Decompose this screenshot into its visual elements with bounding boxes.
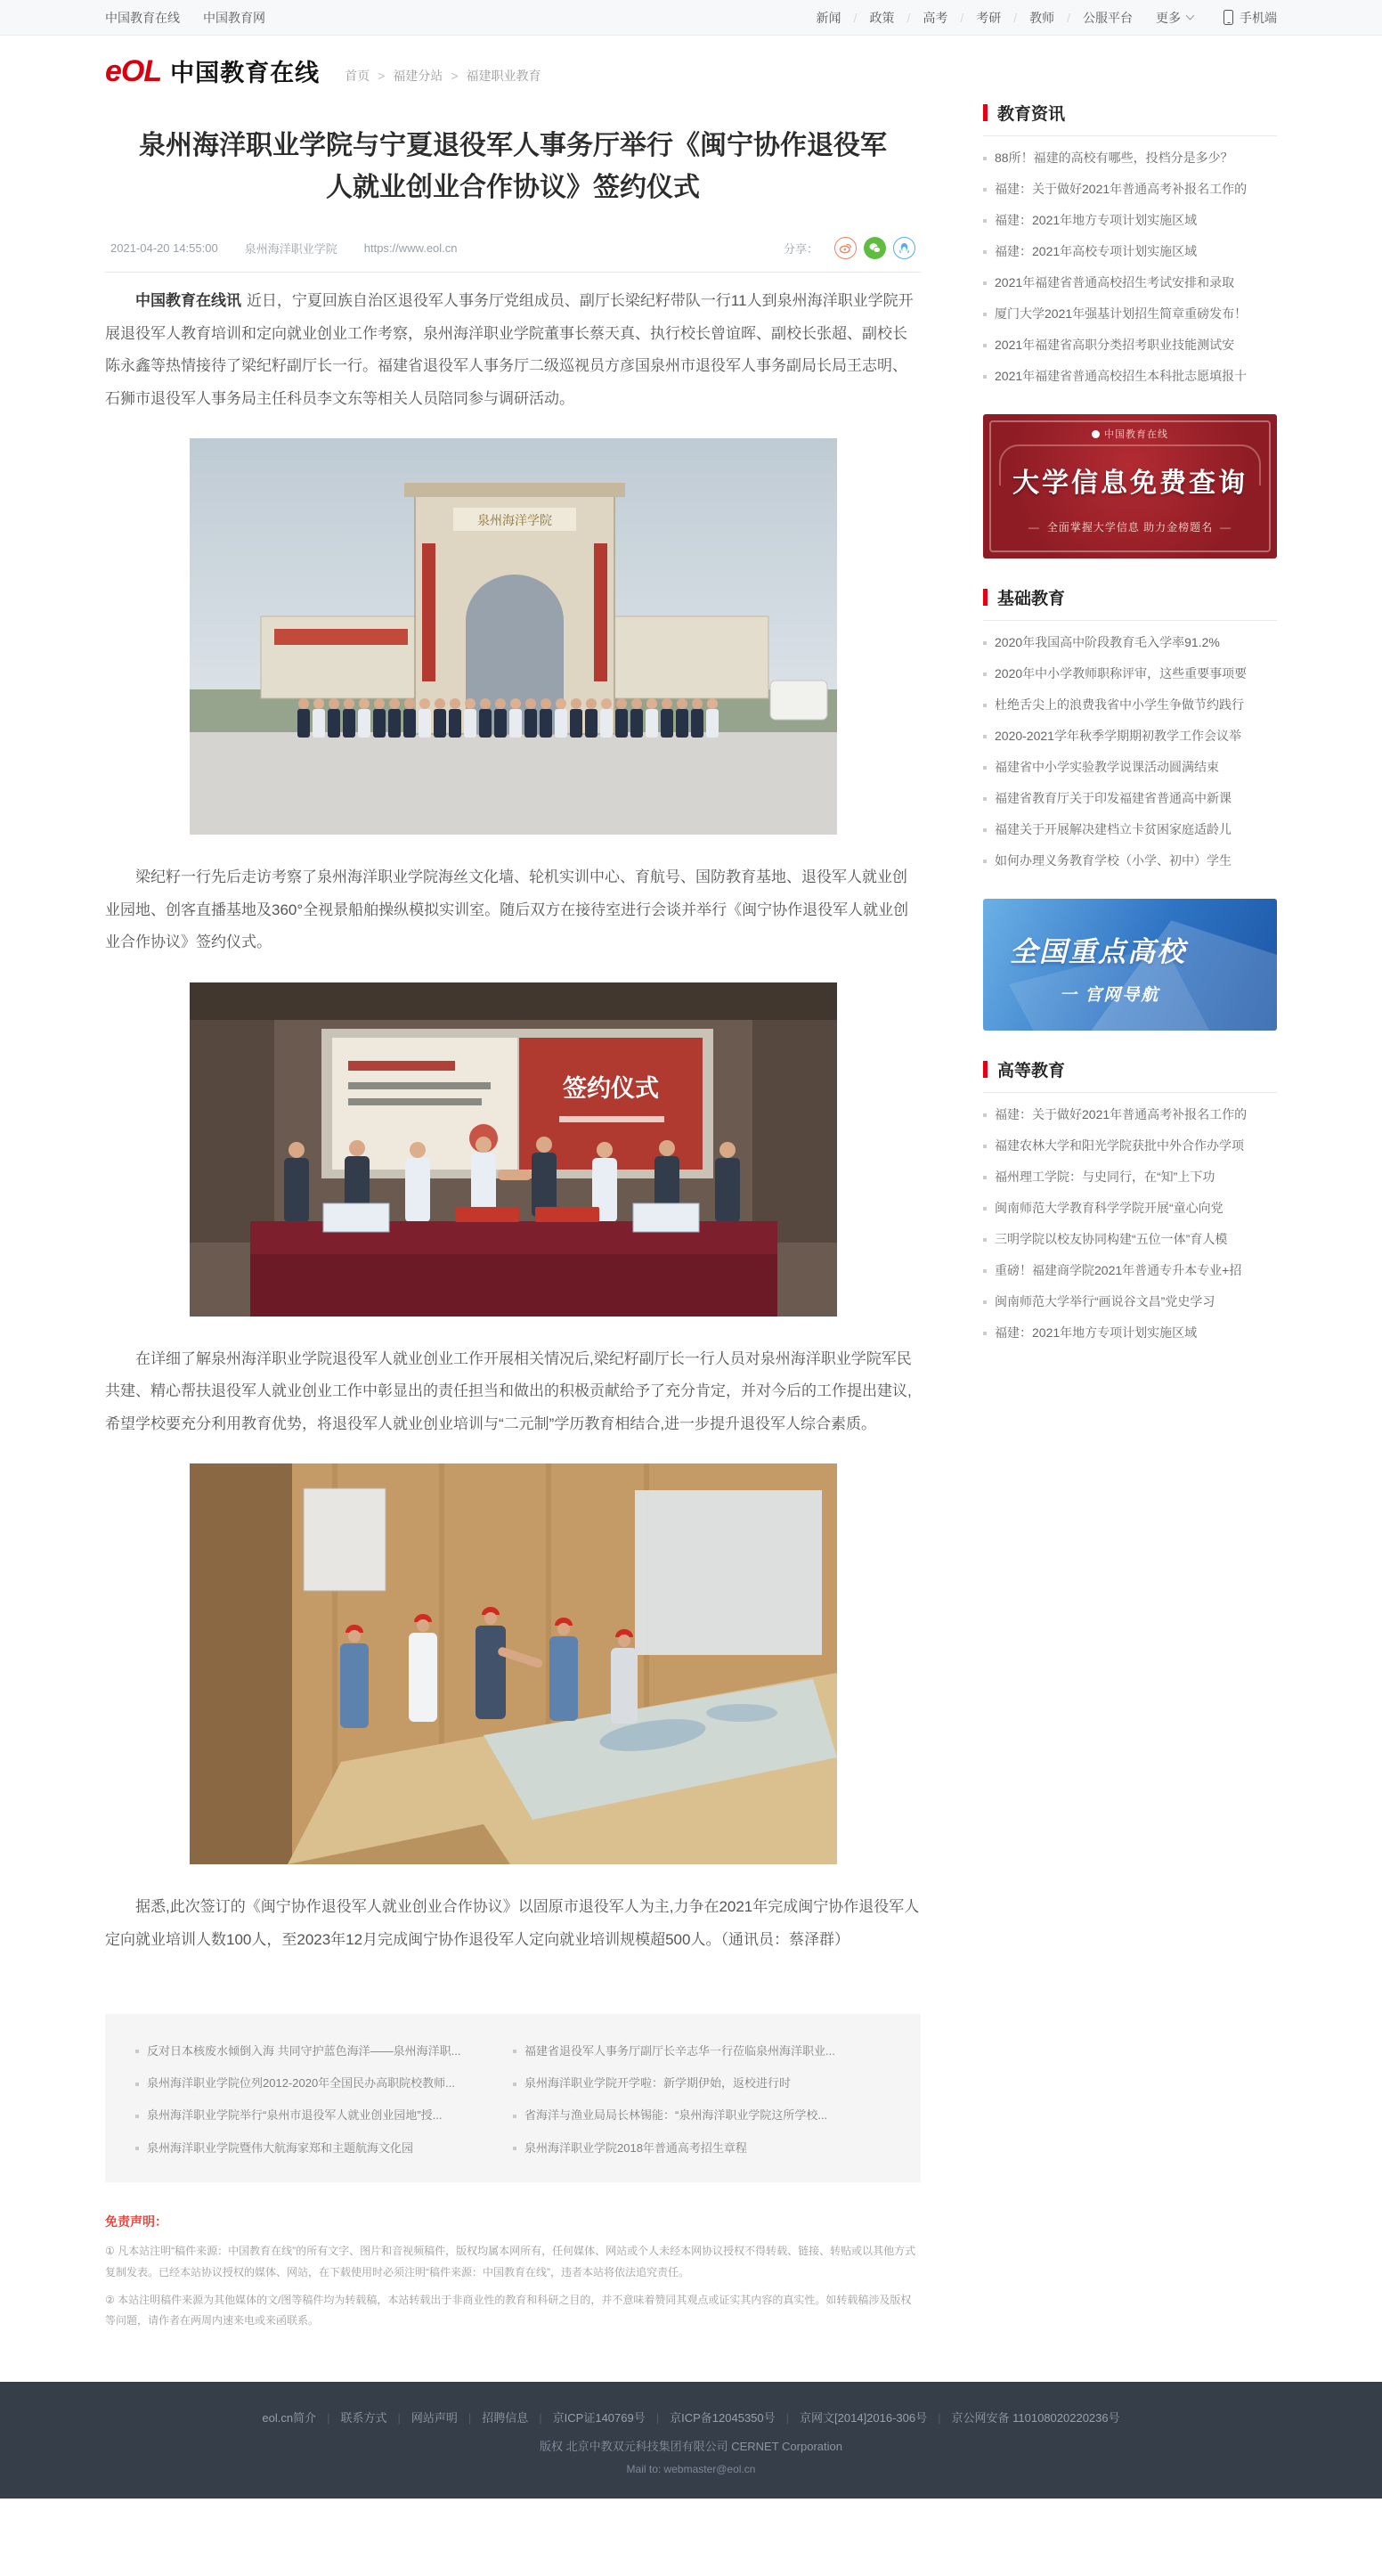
banner-title: 大学信息免费查询 xyxy=(1012,469,1248,498)
article-paragraph-3: 在详细了解泉州海洋职业学院退役军人就业创业工作开展相关情况后,梁纪籽副厅长一行人员对泉州海洋职业学院军民共建、精心帮扶退役军人就业创业工作中彰显出的责任担当和做出的积极贡献给予了充分肯定，并对今后的工作提出建议,希望学校要充分利用教育优势，将退役军人就业创业培训与“二元制”学历教育相结合,进一步提升退役军人综合素质。 xyxy=(105,1349,912,1432)
breadcrumb-link[interactable]: 福建职业教育 xyxy=(466,68,541,83)
article-title: 泉州海洋职业学院与宁夏退役军人事务厅举行《闽宁协作退役军人就业创业合作协议》签约仪式 xyxy=(139,131,887,202)
section-header: 教育资讯 xyxy=(983,101,1277,136)
section-accent-bar xyxy=(983,104,988,121)
article-paragraph-2: 梁纪籽一行先后走访考察了泉州海洋职业学院海丝文化墙、轮机实训中心、育航号、国防教育基地、退役军人就业创业园地、创客直播基地及360°全视景船舶操纵模拟实训室。随后双方在接待室进行会谈并举行《闽宁协作退役军人就业创业合作协议》签约仪式。 xyxy=(105,868,909,951)
banner-brand: 中国教育在线 xyxy=(983,427,1277,441)
article-url[interactable]: https://www.eol.cn xyxy=(363,241,458,255)
sidebar-section-education-news xyxy=(983,101,1277,391)
related-links-box xyxy=(105,2014,921,2183)
sidebar-news-link[interactable]: 福建省教育厅关于印发福建省普通高中新课 xyxy=(983,782,1277,813)
footer-link[interactable]: eol.cn简介 | xyxy=(262,2411,340,2425)
sidebar-news-link[interactable]: 福建：2021年地方专项计划实施区域 xyxy=(983,1317,1277,1348)
footer-link[interactable]: 招聘信息 | xyxy=(482,2411,552,2425)
related-links-right xyxy=(513,2035,890,2165)
section-accent-bar xyxy=(983,589,988,606)
article-photo-campus-gate xyxy=(190,438,837,835)
footer-links xyxy=(0,2409,1382,2425)
topbar-site-link[interactable]: 中国教育在线 xyxy=(105,10,180,25)
sidebar-section-basic-education xyxy=(983,585,1277,876)
section-header: 基础教育 xyxy=(983,585,1277,621)
article-source[interactable]: 泉州海洋职业学院 xyxy=(244,242,337,256)
sidebar-news-link[interactable]: 福建农林大学和阳光学院获批中外合作办学项 xyxy=(983,1129,1277,1161)
article-photo-signing-ceremony xyxy=(190,982,837,1317)
sidebar-news-link[interactable]: 福州理工学院：与史同行，在“知”上下功 xyxy=(983,1161,1277,1192)
topbar-site-link[interactable]: 中国教育网 xyxy=(203,10,265,25)
phone-icon xyxy=(1223,10,1233,25)
sidebar-news-link[interactable]: 闽南师范大学教育科学学院开展“童心向党 xyxy=(983,1192,1277,1223)
footer-mail: Mail to: webmaster@eol.cn xyxy=(626,2462,756,2475)
sidebar-news-link[interactable]: 88所！福建的高校有哪些，投档分是多少？ xyxy=(983,142,1277,173)
sidebar-banner-university-info[interactable] xyxy=(983,414,1277,558)
topbar-site-links xyxy=(105,9,289,27)
footer-link[interactable]: 京ICP证140769号 | xyxy=(553,2411,670,2425)
sidebar-news-link[interactable]: 2021年福建省普通高校招生考试安排和录取 xyxy=(983,266,1277,298)
top-navigation-bar xyxy=(0,0,1382,36)
page-footer xyxy=(0,2382,1382,2499)
related-link[interactable]: 省海洋与渔业局局长林锡能：“泉州海洋职业学院这所学校... xyxy=(513,2099,890,2132)
related-link[interactable]: 福建省退役军人事务厅副厅长辛志华一行莅临泉州海洋职业... xyxy=(513,2035,890,2067)
sidebar-news-link[interactable]: 福建省中小学实验教学说课活动圆满结束 xyxy=(983,751,1277,782)
footer-link[interactable]: 京网文[2014]2016-306号 | xyxy=(800,2411,951,2425)
topbar-nav-link[interactable]: 公服平台 xyxy=(1083,10,1133,25)
article-lead: 中国教育在线讯 xyxy=(135,292,241,309)
sidebar-news-link[interactable]: 2021年福建省高职分类招考职业技能测试安 xyxy=(983,329,1277,360)
site-logo-text: 中国教育在线 xyxy=(170,60,321,86)
topbar-nav-link[interactable]: 政策 / xyxy=(869,9,923,27)
eol-mini-logo-icon xyxy=(1092,430,1100,438)
article-meta xyxy=(105,232,921,272)
svg-text:签约仪式: 签约仪式 xyxy=(562,1074,659,1102)
wechat-share-icon[interactable] xyxy=(864,237,886,259)
article-paragraph-4: 据悉,此次签订的《闽宁协作退役军人就业创业合作协议》以固原市退役军人为主,力争在2021年完成闽宁协作退役军人定向就业培训人数100人，至2023年12月完成闽宁协作退役军人定向就业培训规模超500人。（通讯员：蔡泽群） xyxy=(105,1898,920,1949)
meta-divider xyxy=(105,272,921,273)
more-dropdown[interactable]: 更多 xyxy=(1156,9,1193,27)
banner-subtitle: 一 官网导航 xyxy=(1060,986,1160,1005)
sidebar-news-link[interactable]: 2021年福建省普通高校招生本科批志愿填报十 xyxy=(983,360,1277,391)
share-label: 分享： xyxy=(783,242,818,256)
svg-text:泉州海洋学院: 泉州海洋学院 xyxy=(476,513,552,528)
sidebar-section-higher-education xyxy=(983,1057,1277,1348)
sidebar-news-link[interactable]: 2020-2021学年秋季学期期初教学工作会议举 xyxy=(983,720,1277,751)
sidebar-news-link[interactable]: 厦门大学2021年强基计划招生简章重磅发布！ xyxy=(983,298,1277,329)
related-link[interactable]: 反对日本核废水倾倒入海 共同守护蓝色海洋——泉州海洋职... xyxy=(135,2035,513,2067)
article-date: 2021-04-20 14:55:00 xyxy=(110,241,218,255)
disclaimer xyxy=(105,2213,921,2332)
sidebar-news-link[interactable]: 闽南师范大学举行“画说谷文昌”党史学习 xyxy=(983,1285,1277,1317)
chevron-down-icon xyxy=(1186,12,1195,20)
sidebar-news-link[interactable]: 福建：关于做好2021年普通高考补报名工作的 xyxy=(983,173,1277,204)
related-link[interactable]: 泉州海洋职业学院位列2012-2020年全国民办高职院校教师... xyxy=(135,2067,513,2099)
disclaimer-text: ① 凡本站注明“稿件来源：中国教育在线”的所有文字、图片和音视频稿件，版权均属本网所有，任何媒体、网站或个人未经本网协议授权不得转载、链接、转贴或以其他方式复制发表。已经本站协议授权的媒体、网站，在下载使用时必须注明“稿件来源：中国教育在线”，违者本站将依法追究责任。 xyxy=(105,2245,916,2278)
site-logo[interactable] xyxy=(105,53,320,88)
sidebar-news-link[interactable]: 如何办理义务教育学校（小学、初中）学生 xyxy=(983,844,1277,876)
site-header xyxy=(0,36,1382,101)
topbar-nav-link[interactable]: 新闻 / xyxy=(817,9,870,27)
related-links-left xyxy=(135,2035,513,2165)
sidebar-news-link[interactable]: 三明学院以校友协同构建“五位一体”育人模 xyxy=(983,1223,1277,1254)
breadcrumb xyxy=(345,67,541,85)
topbar-nav-link[interactable]: 高考 / xyxy=(923,9,976,27)
topbar-nav xyxy=(817,9,1133,27)
breadcrumb-link[interactable]: 福建分站 > xyxy=(393,69,466,83)
sidebar-news-link[interactable]: 杜绝舌尖上的浪费我省中小学生争做节约践行 xyxy=(983,689,1277,720)
article-column xyxy=(105,101,921,2373)
article-paragraph-1: 中国教育在线讯 近日，宁夏回族自治区退役军人事务厅党组成员、副厅长梁纪籽带队一行11人到泉州海洋职业学院开展退役军人教育培训和定向就业创业工作考察，泉州海洋职业学院董事长蔡天真、执行校长曾谊晖、副校长张超、副校长陈永鑫等热情接待了梁纪籽副厅长一行。福建省退役军人事务厅二级巡视员方彦国泉州市退役军人事务副局长局王志明、石狮市退役军人事务局主任科员李文东等相关人员陪同参与调研活动。 xyxy=(105,292,914,407)
related-link[interactable]: 泉州海洋职业学院2018年普通高考招生章程 xyxy=(513,2132,890,2164)
disclaimer-title: 免责声明： xyxy=(105,2214,167,2230)
sidebar-news-link[interactable]: 2020年我国高中阶段教育毛入学率91.2% xyxy=(983,626,1277,657)
sidebar-news-link[interactable]: 福建：关于做好2021年普通高考补报名工作的 xyxy=(983,1098,1277,1129)
breadcrumb-link[interactable]: 首页 > xyxy=(345,69,393,83)
sidebar-news-link[interactable]: 2020年中小学教师职称评审，这些重要事项要 xyxy=(983,657,1277,689)
section-header: 高等教育 xyxy=(983,1057,1277,1093)
banner-title: 全国重点高校 xyxy=(1010,936,1186,967)
eol-logo-icon: eOL xyxy=(105,53,162,88)
related-link[interactable]: 泉州海洋职业学院开学啦：新学期伊始，返校进行时 xyxy=(513,2067,890,2099)
footer-copyright: 版权 北京中教双元科技集团有限公司 CERNET Corporation xyxy=(540,2439,842,2453)
qq-share-icon[interactable] xyxy=(893,237,915,259)
sidebar xyxy=(983,101,1277,1371)
topbar-nav-link[interactable]: 考研 / xyxy=(976,9,1029,27)
footer-link[interactable]: 京ICP备12045350号 | xyxy=(670,2411,800,2425)
footer-link[interactable]: 网站声明 | xyxy=(411,2411,482,2425)
topbar-nav-link[interactable]: 教师 / xyxy=(1029,9,1083,27)
weibo-share-icon[interactable] xyxy=(834,237,857,259)
section-accent-bar xyxy=(983,1061,988,1078)
mobile-version-link[interactable]: 手机端 xyxy=(1223,9,1277,27)
banner-subtitle: — 全面掌握大学信息 助力金榜题名 — xyxy=(983,519,1277,534)
sidebar-news-link[interactable]: 福建：2021年地方专项计划实施区域 xyxy=(983,204,1277,235)
disclaimer-text: ② 本站注明稿件来源为其他媒体的文/图等稿件均为转载稿，本站转载出于非商业性的教育和科研之目的，并不意味着赞同其观点或证实其内容的真实性。如转载稿涉及版权等问题，请作者在两周内速来电或来函联系。 xyxy=(105,2293,912,2327)
sidebar-news-link[interactable]: 福建：2021年高校专项计划实施区域 xyxy=(983,235,1277,266)
sidebar-news-link[interactable]: 福建关于开展解决建档立卡贫困家庭适龄儿 xyxy=(983,813,1277,844)
sidebar-news-link[interactable]: 重磅！福建商学院2021年普通专升本专业+招 xyxy=(983,1254,1277,1285)
footer-link[interactable]: 联系方式 | xyxy=(340,2411,411,2425)
footer-link[interactable]: 京公网安备 110108020220236号 xyxy=(951,2410,1120,2425)
related-link[interactable]: 泉州海洋职业学院举行“泉州市退役军人就业创业园地”授... xyxy=(135,2099,513,2132)
sidebar-banner-key-universities[interactable] xyxy=(983,899,1277,1031)
related-link[interactable]: 泉州海洋职业学院暨伟大航海家郑和主题航海文化园 xyxy=(135,2132,513,2164)
article-photo-model-viewing xyxy=(190,1463,837,1864)
